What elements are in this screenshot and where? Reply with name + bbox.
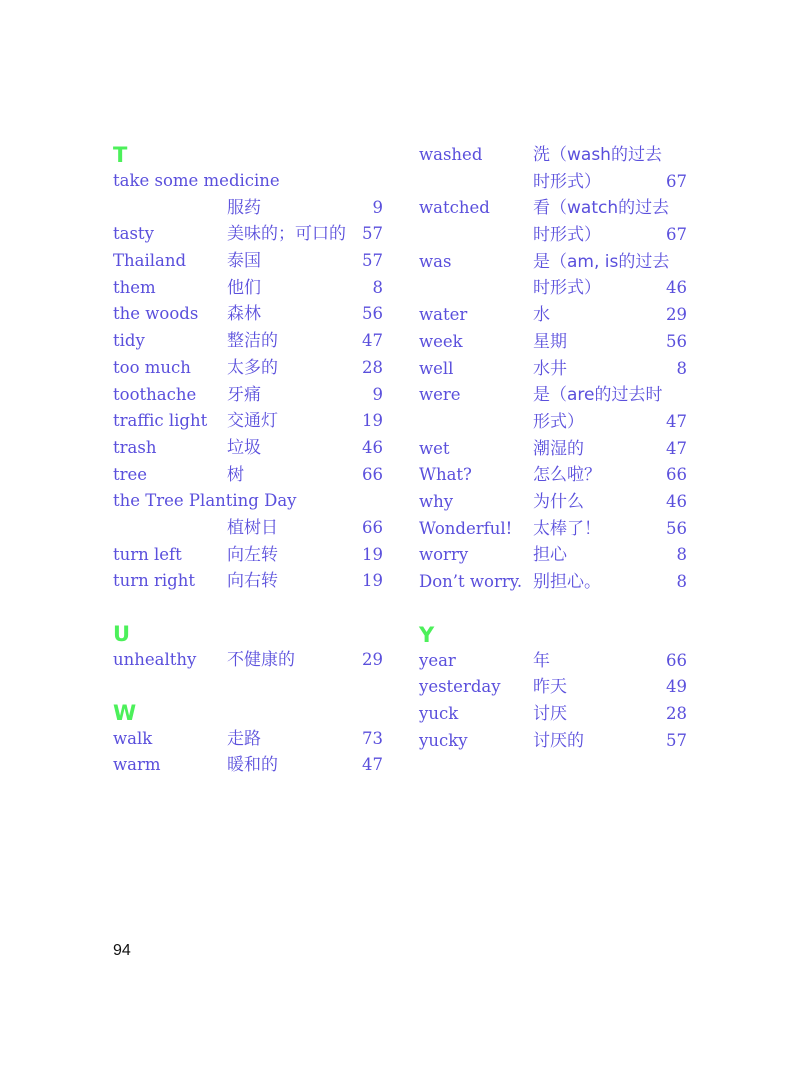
glossary-entry (419, 329, 687, 356)
entry-page: 67 (666, 171, 687, 191)
entry-chinese: 时形式） (533, 278, 601, 299)
entry-chinese: 树 (227, 464, 244, 485)
entry-chinese: 看（watch的过去 (533, 198, 670, 219)
glossary-entry (419, 302, 687, 329)
entry-page: 47 (666, 438, 687, 458)
entry-page: 47 (362, 331, 383, 351)
entry-english: water (419, 305, 468, 325)
entry-english: yesterday (419, 677, 501, 697)
entry-chinese: 太棒了！ (533, 518, 601, 539)
glossary-entry (113, 488, 383, 515)
entry-chinese: 为什么 (533, 491, 584, 512)
glossary-entry (419, 648, 687, 675)
entry-page: 9 (372, 197, 383, 217)
entry-english: Wonderful! (419, 518, 513, 538)
entry-english: yuck (419, 704, 459, 724)
entry-english: washed (419, 145, 483, 164)
entry-page: 28 (666, 704, 687, 724)
glossary-entry (113, 647, 383, 674)
entry-page: 56 (666, 518, 687, 538)
glossary-entry (113, 328, 383, 355)
entry-english: worry (419, 545, 469, 565)
entry-page: 66 (362, 517, 383, 537)
entry-chinese: 暖和的 (227, 755, 278, 776)
entry-page: 19 (362, 411, 383, 431)
glossary-entry (419, 674, 687, 701)
section-letter: T (113, 143, 128, 167)
glossary-entry (419, 462, 687, 489)
glossary-entry (113, 752, 383, 779)
glossary-entry (419, 701, 687, 728)
glossary-entry (113, 542, 383, 569)
entry-page: 56 (362, 304, 383, 324)
entry-english: the woods (113, 304, 199, 324)
entry-chinese: 不健康的 (227, 650, 295, 670)
page-number: 94 (113, 942, 131, 959)
entry-chinese: 整洁的 (227, 331, 278, 352)
glossary-entry (419, 142, 687, 169)
entry-english: why (419, 491, 454, 511)
glossary-entry (419, 728, 687, 755)
glossary-entry (113, 515, 383, 542)
glossary-entry (113, 248, 383, 275)
entry-chinese: 泰国 (227, 251, 261, 272)
glossary-entry (113, 462, 383, 489)
entry-chinese: 星期 (533, 331, 567, 352)
entry-chinese: 时形式） (533, 171, 601, 192)
glossary-entry (419, 569, 687, 596)
entry-chinese: 昨天 (533, 677, 567, 698)
glossary-entry (419, 222, 687, 249)
entry-page: 19 (362, 571, 383, 591)
entry-chinese: 年 (533, 650, 550, 671)
entry-english: tree (113, 464, 148, 484)
entry-english: year (419, 650, 456, 670)
entry-english: yucky (419, 730, 468, 750)
entry-english: turn left (113, 544, 182, 564)
glossary-entry (113, 221, 383, 248)
entry-english: them (113, 277, 156, 297)
entry-page: 46 (666, 278, 687, 298)
entry-english: the Tree Planting Day (113, 491, 297, 511)
entry-chinese: 形式） (533, 411, 584, 432)
entry-english: warm (113, 755, 161, 775)
glossary-right-column (419, 142, 687, 754)
glossary-entry (419, 195, 687, 222)
entry-page: 8 (676, 545, 687, 565)
entry-chinese: 森林 (227, 304, 261, 325)
glossary-entry (419, 409, 687, 436)
entry-english: unhealthy (113, 650, 197, 669)
entry-chinese: 植树日 (227, 517, 278, 538)
glossary-entry (419, 169, 687, 196)
entry-page: 9 (372, 384, 383, 404)
entry-chinese: 服药 (227, 197, 261, 218)
glossary-left-column (113, 142, 383, 779)
entry-page: 29 (666, 305, 687, 325)
entry-chinese: 垃圾 (227, 437, 261, 458)
entry-page: 67 (666, 225, 687, 245)
entry-chinese: 水 (533, 305, 550, 326)
entry-english: traffic light (113, 411, 208, 431)
entry-chinese: 太多的 (227, 357, 278, 378)
entry-page: 56 (666, 331, 687, 351)
entry-english: watched (419, 198, 490, 218)
glossary-entry (113, 568, 383, 595)
entry-chinese: 水井 (533, 358, 567, 379)
entry-english: week (419, 331, 463, 351)
entry-english: take some medicine (113, 171, 280, 190)
entry-page: 49 (666, 677, 687, 697)
glossary-entry (113, 382, 383, 409)
glossary-entry (113, 408, 383, 435)
glossary-entry (419, 356, 687, 383)
entry-chinese: 讨厌 (533, 704, 567, 725)
glossary-entry (419, 542, 687, 569)
entry-page: 8 (676, 572, 687, 591)
glossary-entry (419, 436, 687, 463)
entry-page: 66 (666, 465, 687, 485)
entry-chinese: 是（are的过去时 (533, 385, 663, 406)
entry-chinese: 别担心。 (533, 572, 601, 592)
entry-page: 29 (362, 650, 383, 669)
entry-english: toothache (113, 384, 197, 404)
glossary-entry (419, 489, 687, 516)
entry-english: turn right (113, 571, 196, 591)
entry-chinese: 讨厌的 (533, 730, 584, 751)
entry-english: walk (113, 728, 153, 748)
entry-page: 28 (362, 357, 383, 377)
entry-english: wet (419, 438, 450, 458)
entry-page: 8 (372, 277, 383, 297)
entry-english: was (419, 251, 452, 271)
entry-chinese: 美味的；可口的 (227, 224, 346, 245)
entry-chinese: 担心 (533, 545, 567, 566)
section-letter: U (113, 622, 131, 646)
entry-chinese: 是（am, is的过去 (533, 251, 670, 272)
entry-chinese: 向右转 (227, 571, 278, 592)
section-letter: Y (419, 622, 435, 647)
entry-english: What? (419, 465, 472, 485)
glossary-entry (419, 275, 687, 302)
entry-english: trash (113, 437, 157, 457)
entry-english: tidy (113, 331, 145, 351)
entry-chinese: 时形式） (533, 225, 601, 246)
glossary-entry (113, 355, 383, 382)
entry-page: 8 (676, 358, 687, 378)
entry-chinese: 他们 (227, 277, 261, 298)
entry-chinese: 交通灯 (227, 411, 278, 432)
glossary-entry (113, 301, 383, 328)
glossary-entry (113, 275, 383, 302)
entry-chinese: 洗（wash的过去 (533, 145, 662, 165)
glossary-entry (113, 168, 383, 195)
entry-english: too much (113, 357, 191, 377)
entry-page: 66 (362, 464, 383, 484)
entry-english: Thailand (113, 251, 187, 271)
entry-chinese: 牙痛 (227, 384, 261, 405)
entry-page: 46 (666, 491, 687, 511)
entry-english: well (419, 358, 454, 378)
entry-chinese: 向左转 (227, 544, 278, 565)
entry-page: 46 (362, 437, 383, 457)
glossary-entry (419, 516, 687, 543)
entry-page: 19 (362, 544, 383, 564)
entry-page: 57 (362, 224, 383, 244)
entry-page: 57 (666, 730, 687, 750)
entry-english: tasty (113, 224, 154, 244)
entry-english: were (419, 385, 461, 405)
entry-page: 47 (362, 755, 383, 775)
glossary-entry (419, 249, 687, 276)
entry-chinese: 怎么啦？ (533, 465, 601, 486)
glossary-entry (113, 435, 383, 462)
entry-page: 73 (362, 728, 383, 748)
entry-english: Don’t worry. (419, 572, 523, 591)
glossary-entry (113, 726, 383, 753)
entry-page: 66 (666, 650, 687, 670)
entry-chinese: 走路 (227, 728, 261, 749)
glossary-entry (113, 195, 383, 222)
entry-page: 47 (666, 411, 687, 431)
entry-page: 57 (362, 251, 383, 271)
entry-chinese: 潮湿的 (533, 438, 584, 459)
section-letter: W (113, 700, 137, 725)
glossary-entry (419, 382, 687, 409)
